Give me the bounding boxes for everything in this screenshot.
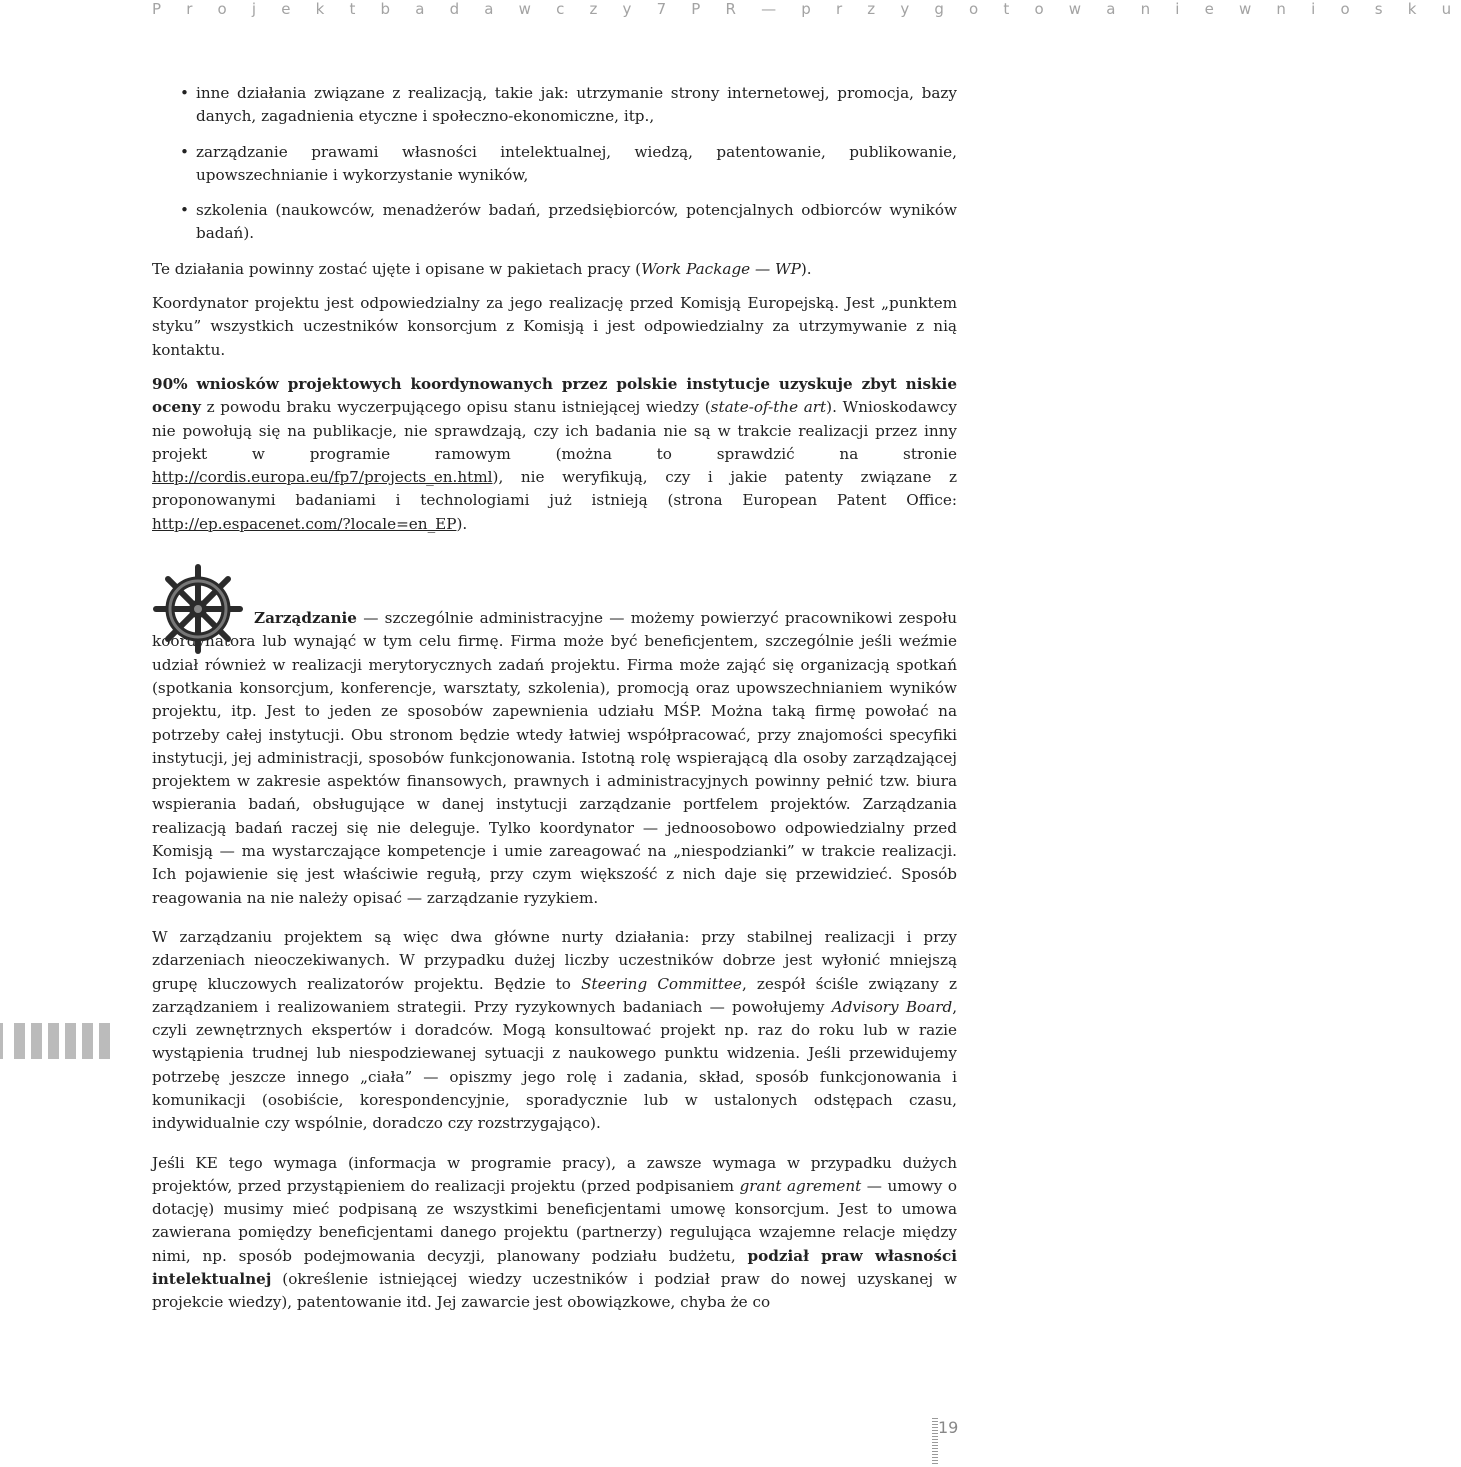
bold-term: Zarządzanie bbox=[254, 609, 357, 628]
espacenet-link[interactable]: http://ep.espacenet.com/?locale=en_EP bbox=[152, 514, 457, 533]
italic-term: Advisory Board bbox=[831, 997, 953, 1016]
paragraph-management-streams bbox=[152, 926, 957, 1136]
bold-statement: 90% wniosków projektowych koordynowanych przez polskie instytucje uzyskuje zbyt niskie oceny bbox=[152, 374, 957, 417]
italic-term: Work Package — WP bbox=[641, 259, 801, 278]
text: (określenie istniejącej wiedzy uczestników i podział praw do nowej uzyskanej w projekcie wiedzy), patentowanie itd. Jej zawarcie jest obowiązkowe, chyba że co bbox=[152, 1270, 957, 1312]
text: ), nie weryfikują, czy i jakie patenty związane z proponowanymi badaniami i technologiami już istnieją (strona European Patent Office: bbox=[152, 468, 957, 510]
text: Te działania powinny zostać ujęte i opisane w pakietach pracy ( bbox=[152, 259, 642, 278]
paragraph-work-packages bbox=[152, 258, 957, 281]
paragraph-proposals bbox=[152, 373, 957, 536]
page-content bbox=[152, 82, 957, 1315]
bullet-text: zarządzanie prawami własności intelektualnej, wiedzą, patentowanie, publikowanie, upowszechnianie i wykorzystanie wyników, bbox=[196, 142, 957, 184]
bullet-text: inne działania związane z realizacją, takie jak: utrzymanie strony internetowej, promocja, bazy danych, zagadnienia etyczne i społeczno-ekonomiczne, itp., bbox=[196, 84, 957, 126]
text: ). bbox=[800, 259, 812, 278]
text: z powodu braku wyczerpującego opisu stanu istniejącej wiedzy ( bbox=[200, 398, 711, 417]
bullet-dot: • bbox=[180, 142, 189, 161]
paragraph-coordinator: Koordynator projektu jest odpowiedzialny za jego realizację przed Komisją Europejską. Jest „punktem styku” wszystkich uczestników konsorcjum z Komisją i jest odpowiedzialny za utrzymywanie z nią kontaktu. bbox=[152, 294, 957, 359]
italic-term: grant agrement bbox=[739, 1176, 862, 1195]
paragraph-consortium-agreement bbox=[152, 1152, 957, 1315]
text: ). bbox=[456, 514, 468, 533]
text: , czyli zewnętrznych ekspertów i doradców. Mogą konsultować projekt np. raz do roku lub w razie wystąpienia trudnej lub niespodziewanej sytuacji z naukowego punktu widzenia. Jeśli przewidujemy potrzebę jeszcze innego „ciała” — opiszmy jego rolę i zadania, skład, sposób funkcjonowania i komunikacji (osobiście, korespondencyjnie, sporadycznie lub w ustalonych odstępach czasu, indywidualnie czy wspólnie, doradczo czy rozstrzygająco). bbox=[152, 997, 958, 1133]
bullet-text: szkolenia (naukowców, menadżerów badań, przedsiębiorców, potencjalnych odbiorców wyników badań). bbox=[196, 201, 957, 243]
text: ). Wnioskodawcy nie powołują się na publikacje, nie sprawdzają, czy ich badania nie są w trakcie realizacji przez inny projekt w programie ramowym (można to sprawdzić na stronie bbox=[152, 398, 957, 463]
paragraph-management bbox=[152, 607, 957, 910]
bullet-dot: • bbox=[180, 84, 189, 102]
list-item bbox=[152, 141, 957, 188]
cordis-link[interactable]: http://cordis.europa.eu/fp7/projects_en.html bbox=[152, 468, 493, 487]
ship-wheel-icon bbox=[152, 563, 244, 655]
bullet-list bbox=[152, 82, 957, 246]
list-item bbox=[152, 199, 957, 246]
italic-term: state-of-the art bbox=[710, 398, 827, 417]
text: — szczególnie administracyjne — możemy powierzyć pracownikowi zespołu koordynatora lub wynająć w tym celu firmę. Firma może być beneficjentem, szczególnie jeśli weźmie udział również w realizacji merytorycznych zadań projektu. Firma może zająć się organizacją spotkań (spotkania konsorcjum, konferencje, warsztaty, szkolenia), promocją oraz upowszechnianiem wyników projektu, itp. Jest to jeden ze sposobów zapewnienia udziału MŚP. Można taką firmę powołać na potrzeby całej instytucji. Obu stronom będzie wtedy łatwiej współpracować, przy znajomości specyfiki instytucji, jej administracji, sposobów funkcjonowania. Istotną rolę wspierającą dla osoby zarządzającej projektem w zakresie aspektów finansowych, prawnych i administracyjnych powinny pełnić tzw. biura wspierania badań, obsługujące w danej instytucji zarządzanie portfelem projektów. Zarządzania realizacją badań raczej się nie deleguje. Tylko koordynator — jednoosobowo odpowiedzialny przed Komisją — ma wystarczające kompetencje i umie zareagować na „niespodzianki” w trakcie realizacji. Ich pojawienie się jest właściwie regułą, przy czym większość z nich daje się przewidzieć. Sposób reagowania na nie należy opisać — zarządzanie ryzykiem. bbox=[152, 609, 957, 907]
text: , zespół ściśle związany z zarządzaniem i realizowaniem strategii. Przy ryzykownych badaniach — powołujemy bbox=[152, 974, 958, 1016]
text: W zarządzaniu projektem są więc dwa główne nurty działania: przy stabilnej realizacji i przy zdarzeniach nieoczekiwanych. W przypadku dużej liczby uczestników dobrze jest wyłonić mniejszą grupę kluczowych realizatorów projektu. Będzie to bbox=[152, 927, 957, 993]
decorative-bars bbox=[0, 1023, 110, 1059]
page-number: 19 bbox=[938, 1418, 959, 1437]
running-header: P r o j e k t b a d a w c z y 7 P R — p r z y g o t o w a n i e w n i o s k u bbox=[152, 0, 1461, 18]
spacer bbox=[152, 536, 957, 607]
bold-term: podział praw własności intelektualnej bbox=[152, 1246, 957, 1289]
list-item bbox=[152, 82, 957, 129]
text: — umowy o dotację) musimy mieć podpisaną ze wszystkimi beneficjentami umowę konsorcjum. Jest to umowa zawierana pomiędzy beneficjentami danego projektu (partnerzy) regulująca wzajemne relacje między nimi, np. sposób podejmowania decyzji, planowany podziału budżetu, bbox=[152, 1176, 957, 1265]
italic-term: Steering Committee bbox=[581, 974, 742, 993]
text: Jeśli KE tego wymaga (informacja w programie pracy), a zawsze wymaga w przypadku dużych projektów, przed przystąpieniem do realizacji projektu (przed podpisaniem bbox=[152, 1153, 957, 1195]
bullet-dot: • bbox=[180, 201, 189, 220]
